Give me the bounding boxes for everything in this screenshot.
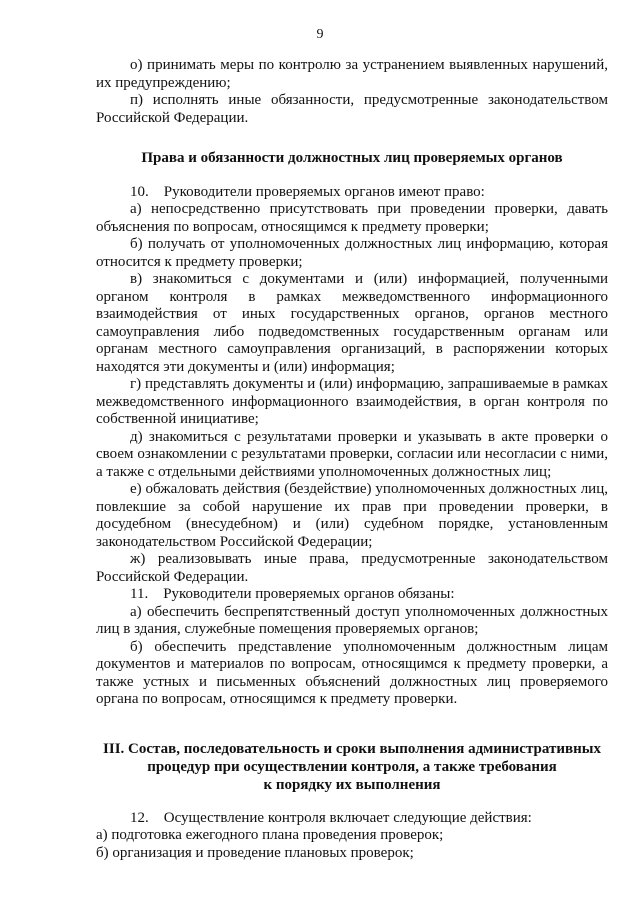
section-heading-line: III. Состав, последовательность и сроки выполнения административных (103, 740, 601, 757)
paragraph-10g: г) представлять документы и (или) информацию, запрашиваемые в рамках межведомственного информационного взаимодействия, в орган контроля по собственной инициативе; (96, 376, 608, 427)
paragraph-10zh: ж) реализовывать иные права, предусмотренные законодательством Российской Федерации. (96, 551, 608, 585)
section-heading-rights: Права и обязанности должностных лиц проверяемых органов (141, 150, 563, 166)
section-heading-three (96, 740, 608, 794)
paragraph-11a: а) обеспечить беспрепятственный доступ уполномоченных должностных лиц в здания, служебные помещения проверяемых органов; (96, 603, 608, 637)
paragraph-10e: е) обжаловать действия (бездействие) уполномоченных должностных лиц, повлекшие за собой нарушение их прав при проведении проверки, в досудебном (внесудебном) и (или) судебном порядке, установленным законодательством Российской Федерации; (96, 481, 608, 550)
paragraph-10b: б) получать от уполномоченных должностных лиц информацию, которая относится к предмету проверки; (96, 236, 608, 270)
paragraph-12a: а) подготовка ежегодного плана проведения проверок; (96, 827, 444, 843)
section-heading-line: к порядку их выполнения (263, 776, 441, 793)
section-heading-line: процедур при осуществлении контроля, а также требования (147, 758, 557, 775)
paragraph-p: п) исполнять иные обязанности, предусмотренные законодательством Российской Федерации. (96, 92, 608, 126)
document-body (96, 57, 608, 862)
paragraph-11: 11. Руководители проверяемых органов обязаны: (130, 586, 455, 602)
paragraph-12: 12. Осуществление контроля включает следующие действия: (130, 809, 532, 826)
paragraph-10v: в) знакомиться с документами и (или) информацией, полученными органом контроля в рамках межведомственного информационного взаимодействия от иных государственных органов, органов местного самоуправления либо подведомственных государственным органам или органам местного самоуправления организаций, в распоряжении которых находятся эти документы и (или) информация; (96, 271, 608, 375)
paragraph-10a: а) непосредственно присутствовать при проведении проверки, давать объяснения по вопросам, относящимся к предмету проверки; (96, 201, 608, 235)
paragraph-o: о) принимать меры по контролю за устранением выявленных нарушений, их предупреждению; (96, 57, 608, 91)
paragraph-10: 10. Руководители проверяемых органов имеют право: (130, 183, 485, 200)
paragraph-10d: д) знакомиться с результатами проверки и указывать в акте проверки о своем ознакомлении с результатами проверки, согласии или несогласии с ними, а также с отдельными действиями уполномоченных должностных лиц; (96, 428, 608, 480)
page-number: 9 (316, 27, 324, 42)
paragraph-11b: б) обеспечить представление уполномоченным должностным лицам документов и материалов по вопросам, относящимся к предмету проверки, а также устных и письменных объяснений должностных лиц проверяемого органа по вопросам, относящимся к предмету проверки. (96, 638, 608, 707)
paragraph-12b: б) организация и проведение плановых проверок; (96, 844, 414, 861)
